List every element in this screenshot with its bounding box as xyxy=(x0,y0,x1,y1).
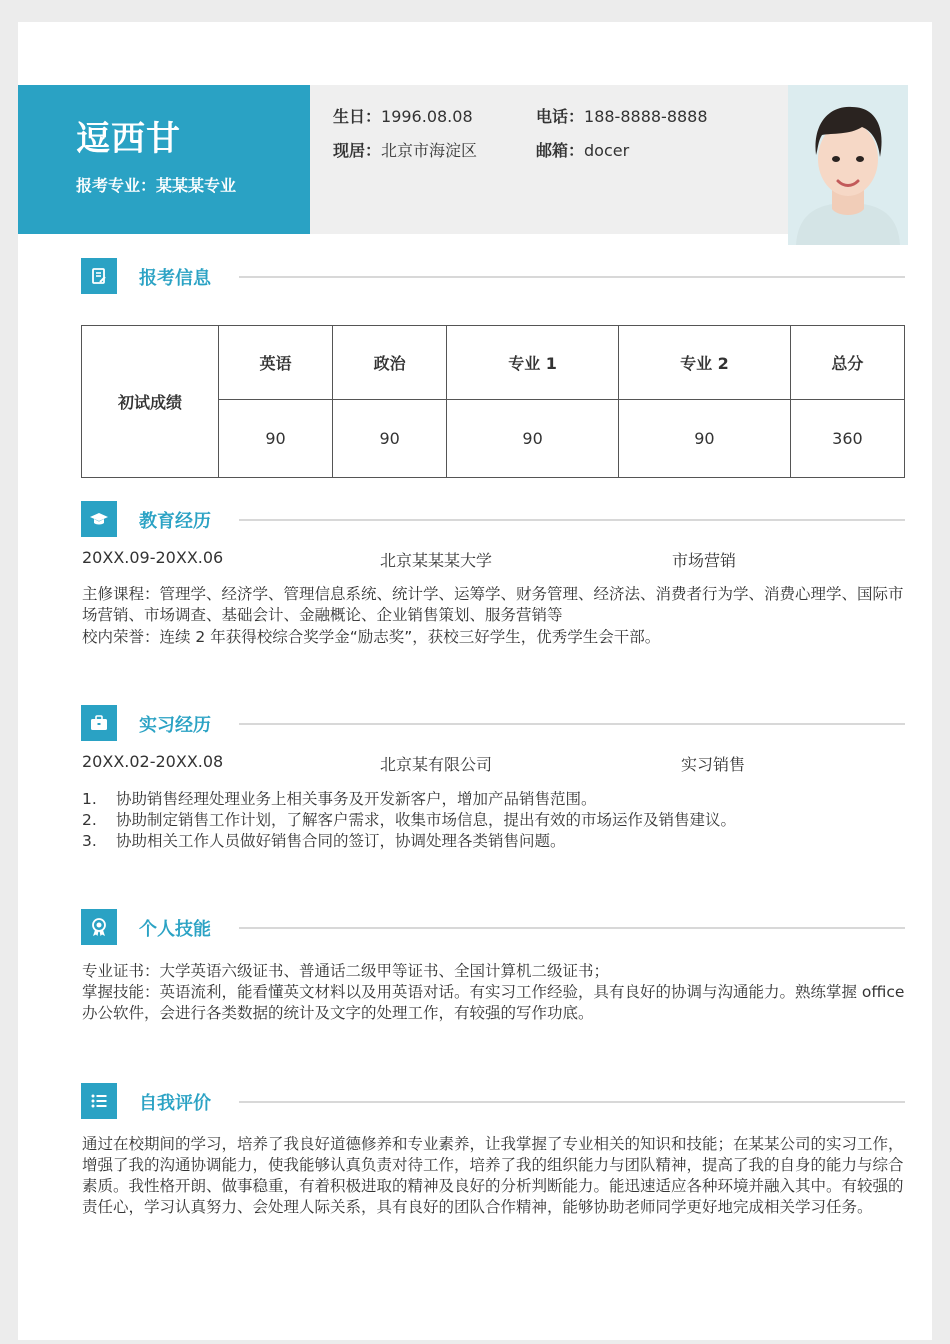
score-header: 政治 xyxy=(333,326,447,400)
skills-abilities: 掌握技能：英语流利，能看懂英文材料以及用英语对话。有实习工作经验，具有良好的协调与沟通能力。熟练掌握 office 办公软件，会进行各类数据的统计及文字的处理工作，有较强的写作功底。 xyxy=(82,983,905,1022)
education-honors: 校内荣誉：连续 2 年获得校综合奖学金“励志奖”，获校三好学生，优秀学生会干部。 xyxy=(82,628,661,646)
target-major: 报考专业：某某某专业 xyxy=(76,176,237,195)
section-divider xyxy=(239,723,905,725)
list-item xyxy=(82,831,908,852)
section-divider xyxy=(239,519,905,521)
name-box xyxy=(18,85,310,234)
phone-info xyxy=(536,104,708,127)
graduation-cap-icon xyxy=(81,501,117,537)
list-icon xyxy=(81,1083,117,1119)
edit-document-icon xyxy=(81,258,117,294)
section-title-internship: 实习经历 xyxy=(139,715,211,736)
resume-page xyxy=(18,22,932,1340)
birth-value: 1996.08.08 xyxy=(381,107,473,126)
score-header: 专业 1 xyxy=(447,326,619,400)
internship-duties xyxy=(82,789,908,852)
section-divider xyxy=(239,276,905,278)
section-title-self-eval: 自我评价 xyxy=(139,1093,211,1114)
score-header: 英语 xyxy=(219,326,333,400)
education-major: 市场营销 xyxy=(672,551,737,570)
list-number: 3. xyxy=(82,832,97,850)
score-value: 90 xyxy=(333,400,447,478)
education-courses: 主修课程：管理学、经济学、管理信息系统、统计学、运筹学、财务管理、经济法、消费者行为学、消费心理学、国际市场营销、市场调查、基础会计、金融概论、企业销售策划、服务营销等 xyxy=(82,585,904,624)
education-school: 北京某某某大学 xyxy=(380,551,493,570)
score-table xyxy=(81,325,905,478)
section-skills xyxy=(81,909,905,943)
residence-info xyxy=(333,138,477,161)
section-divider xyxy=(239,1101,905,1103)
list-text: 协助相关工作人员做好销售合同的签订，协调处理各类销售问题。 xyxy=(116,832,566,850)
list-item xyxy=(82,789,908,810)
portrait-illustration xyxy=(788,85,908,245)
score-value: 360 xyxy=(790,400,904,478)
section-education xyxy=(81,501,905,535)
skills-certificates: 专业证书：大学英语六级证书、普通话二级甲等证书、全国计算机二级证书； xyxy=(82,962,610,980)
email-label: 邮箱： xyxy=(536,141,585,160)
internship-company: 北京某有限公司 xyxy=(380,755,493,774)
score-value: 90 xyxy=(619,400,791,478)
section-self-evaluation xyxy=(81,1083,905,1117)
candidate-name: 逗西甘 xyxy=(76,119,181,159)
list-text: 协助销售经理处理业务上相关事务及开发新客户，增加产品销售范围。 xyxy=(116,790,597,808)
education-period: 20XX.09-20XX.06 xyxy=(82,548,224,567)
score-header: 总分 xyxy=(790,326,904,400)
section-title-education: 教育经历 xyxy=(139,511,211,532)
email-info xyxy=(536,138,629,161)
profile-photo xyxy=(788,85,908,245)
birth-label: 生日： xyxy=(333,107,382,126)
phone-label: 电话： xyxy=(536,107,585,126)
list-text: 协助制定销售工作计划，了解客户需求，收集市场信息，提出有效的市场运作及销售建议。 xyxy=(116,811,737,829)
score-value: 90 xyxy=(447,400,619,478)
section-title-exam: 报考信息 xyxy=(139,268,211,289)
score-value: 90 xyxy=(219,400,333,478)
award-badge-icon xyxy=(81,909,117,945)
residence-label: 现居： xyxy=(333,141,382,160)
section-exam-info xyxy=(81,258,905,292)
list-item xyxy=(82,810,908,831)
score-row-label: 初试成绩 xyxy=(82,326,219,478)
list-number: 1. xyxy=(82,790,97,808)
section-title-skills: 个人技能 xyxy=(139,919,211,940)
section-internship xyxy=(81,705,905,739)
phone-value: 188-8888-8888 xyxy=(584,107,708,126)
list-number: 2. xyxy=(82,811,97,829)
internship-period: 20XX.02-20XX.08 xyxy=(82,752,224,771)
birth-info xyxy=(333,104,473,127)
section-divider xyxy=(239,927,905,929)
briefcase-icon xyxy=(81,705,117,741)
internship-role: 实习销售 xyxy=(681,755,746,774)
score-header: 专业 2 xyxy=(619,326,791,400)
self-evaluation-text: 通过在校期间的学习，培养了我良好道德修养和专业素养，让我掌握了专业相关的知识和技能；在某某公司的实习工作，增强了我的沟通协调能力，使我能够认真负责对待工作，培养了我的组织能力与团队精神，提高了我的自身的能力与综合素质。我性格开朗、做事稳重，有着积极进取的精神及良好的分析判断能力。能迅速适应各种环境并融入其中。有较强的责任心，学习认真努力、会处理人际关系，具有良好的团队合作精神，能够协助老师同学更好地完成相关学习任务。 xyxy=(82,1135,904,1216)
email-value: docer xyxy=(584,141,630,160)
residence-value: 北京市海淀区 xyxy=(381,141,478,160)
